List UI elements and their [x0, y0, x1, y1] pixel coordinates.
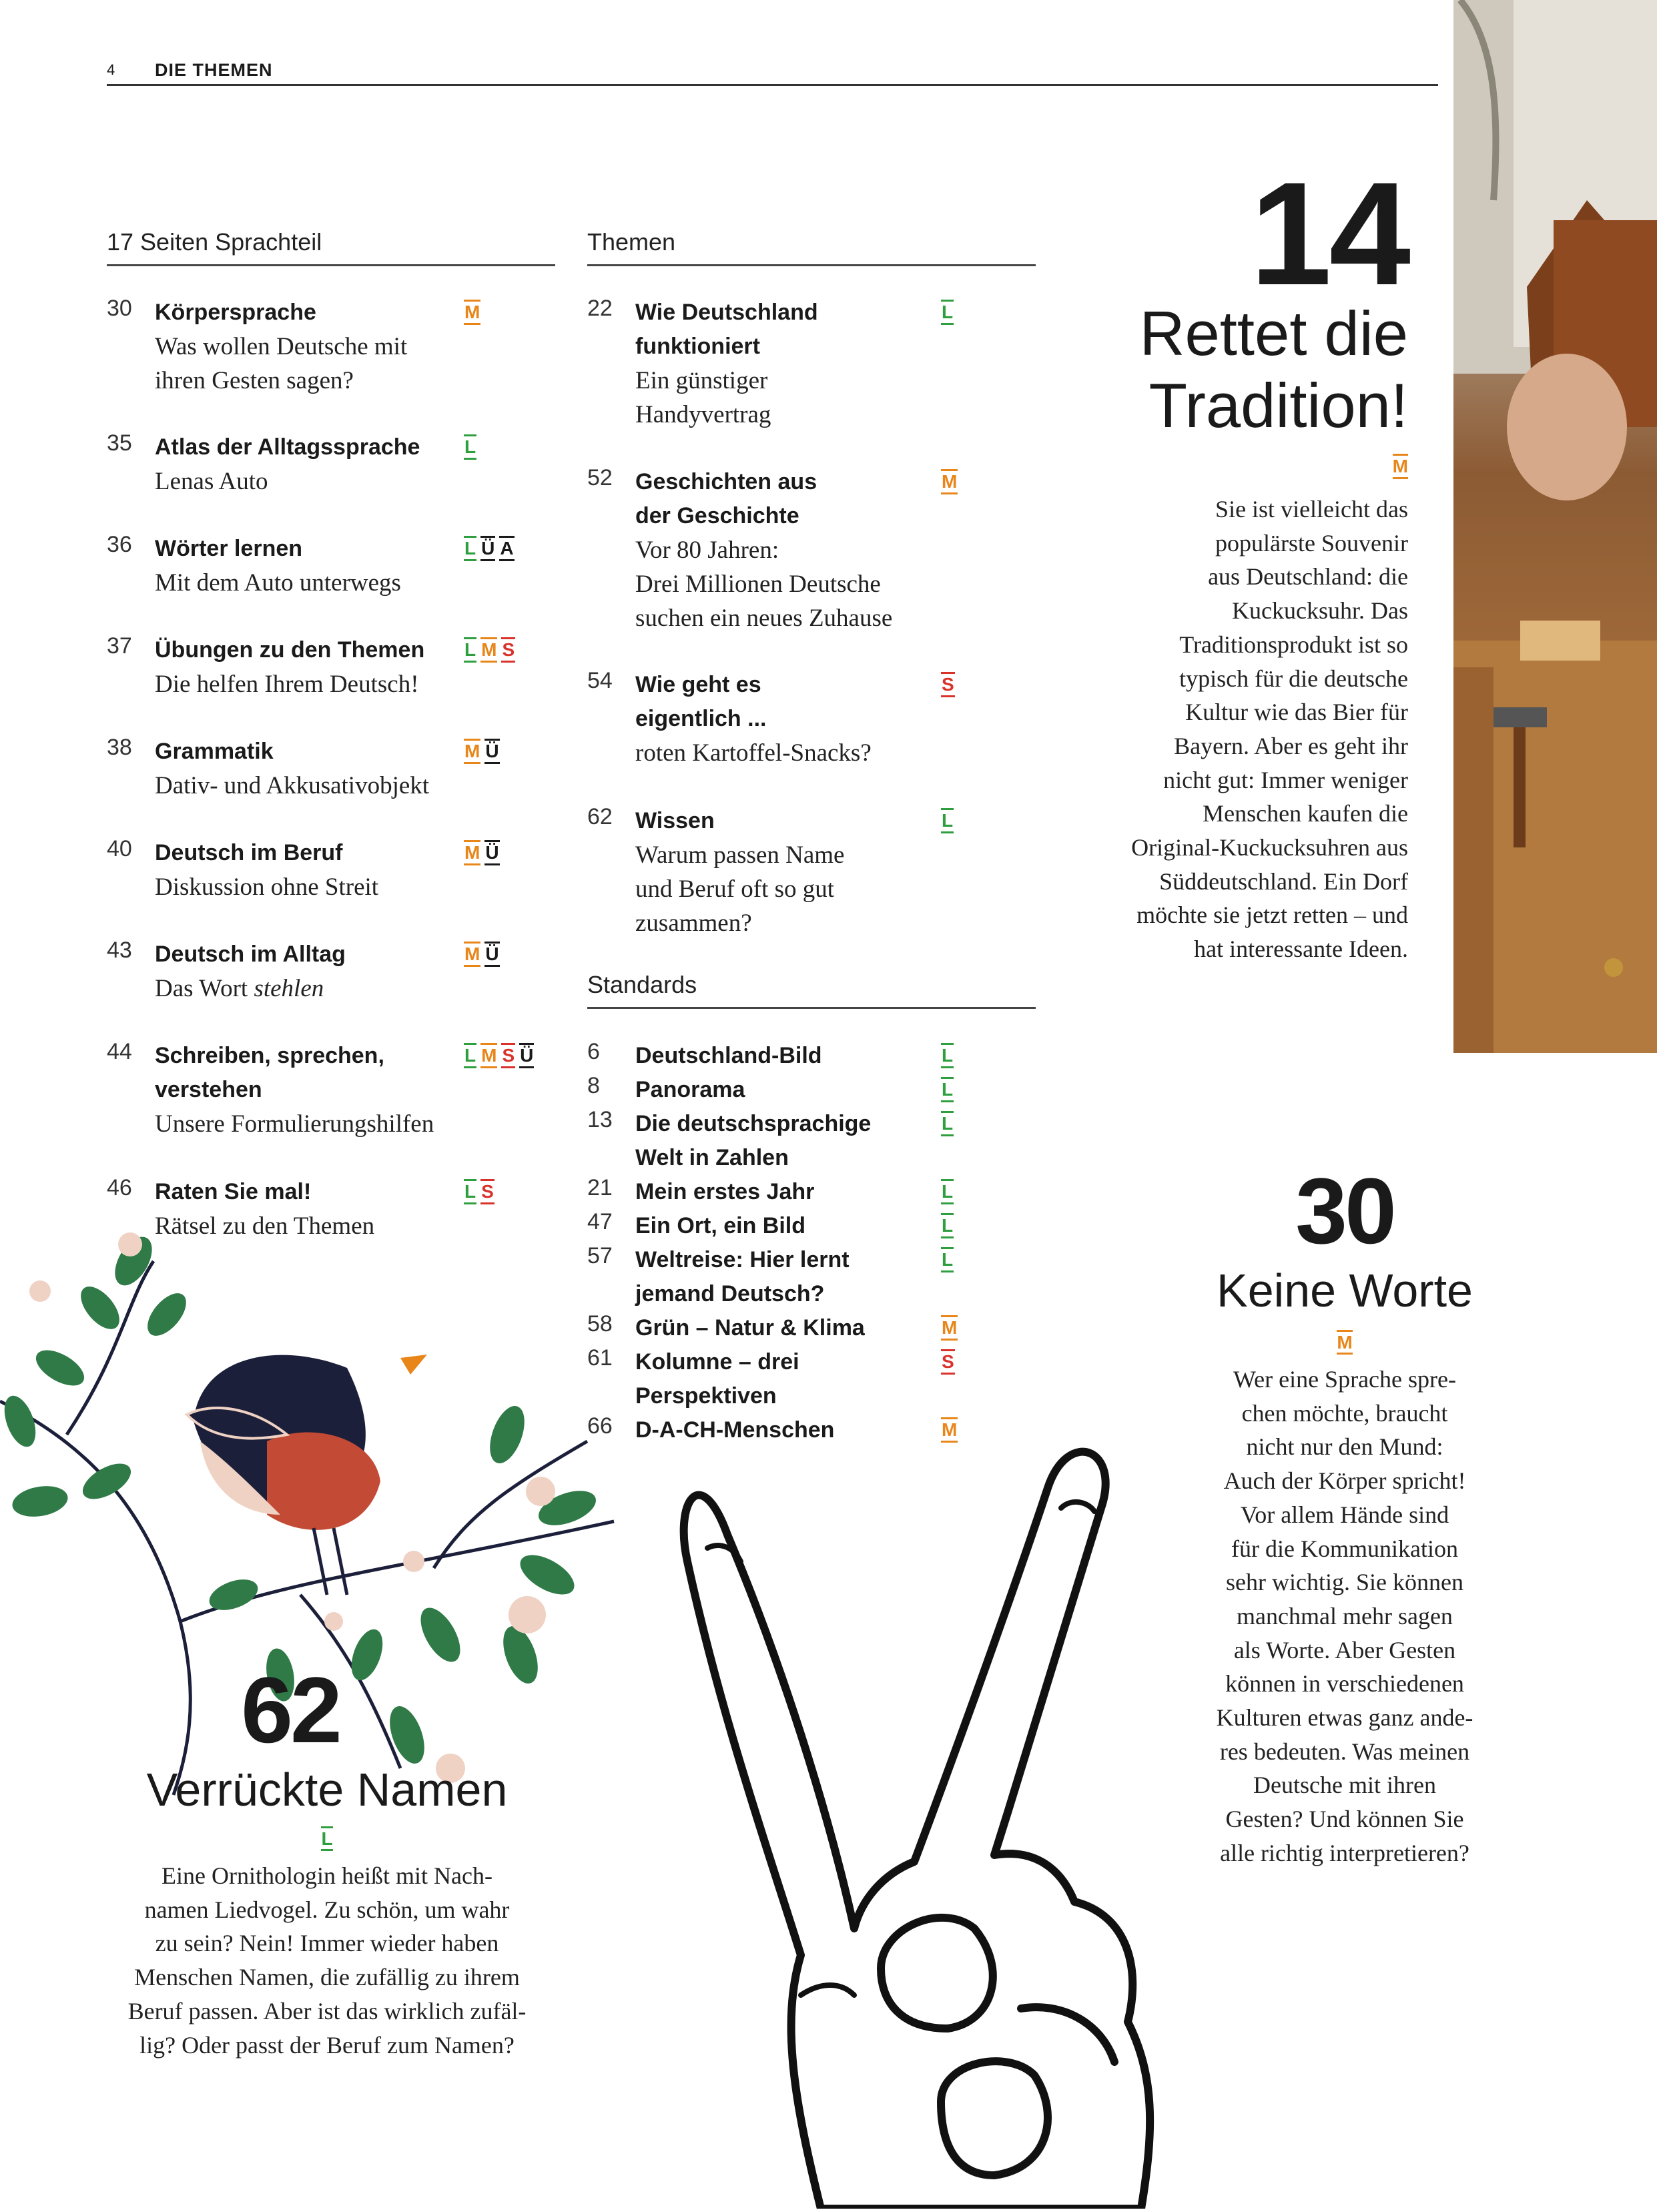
page-number: 4: [107, 61, 115, 78]
entry-subtitle-line2: ihren Gesten sagen?: [155, 367, 354, 394]
level-badge-u: Ü: [519, 1043, 534, 1068]
entry-subtitle: Warum passen Name: [635, 841, 845, 869]
level-badges: [941, 1213, 954, 1238]
level-badge-l: L: [941, 1179, 954, 1204]
level-badge-m: M: [464, 840, 480, 865]
entry-title: Geschichten aus: [635, 469, 817, 494]
level-badge-m: M: [464, 739, 480, 764]
feature-page-number: 14: [1250, 151, 1408, 316]
level-badges: [1161, 1332, 1528, 1353]
entry-page-number: 61: [587, 1345, 613, 1371]
level-badge-s: S: [941, 1349, 955, 1375]
toc-entry-52[interactable]: [587, 465, 1041, 639]
entry-subtitle: Rätsel zu den Themen: [155, 1212, 375, 1240]
page-header: [107, 57, 1438, 86]
level-badge-s: S: [480, 1179, 494, 1204]
body-line: möchte sie jetzt retten – und: [1136, 901, 1408, 929]
level-badges: [464, 536, 515, 561]
level-badges: [1068, 454, 1408, 479]
body-line: Sie ist vielleicht das: [1215, 496, 1408, 522]
level-badge-l: L: [941, 1213, 954, 1238]
entry-subtitle: Lenas Auto: [155, 468, 268, 495]
level-badge-l: L: [941, 1043, 954, 1068]
level-badge-l: L: [321, 1826, 332, 1851]
feature-62[interactable]: [80, 1657, 574, 2062]
feature-page-number: 30: [1295, 1158, 1394, 1263]
entry-subtitle-text: Das Wort: [155, 975, 254, 1002]
entry-page-number: 22: [587, 296, 613, 321]
toc-entry-36[interactable]: [107, 532, 561, 605]
standards-entry-61[interactable]: [587, 1345, 988, 1413]
level-badge-l: L: [941, 300, 954, 325]
entry-subtitle: Ein günstiger: [635, 367, 768, 394]
entry-subtitle-line2: Handyvertrag: [635, 401, 771, 428]
standards-entry-6[interactable]: [587, 1039, 988, 1073]
entry-subtitle-emphasis: stehlen: [254, 975, 324, 1002]
entry-page-number: 37: [107, 633, 132, 659]
level-badge-u: Ü: [484, 739, 499, 764]
toc-entry-30[interactable]: [107, 296, 561, 402]
entry-subtitle: roten Kartoffel-Snacks?: [635, 739, 872, 767]
feature-30[interactable]: [1161, 1158, 1528, 1870]
entry-subtitle: Unsere Formulierungshilfen: [155, 1110, 434, 1138]
column-heading-standards: Standards: [587, 971, 1036, 1009]
level-badge-l: L: [941, 808, 954, 833]
level-badge-l: L: [941, 1077, 954, 1102]
toc-entry-62[interactable]: [587, 804, 1041, 944]
body-line: Vor allem Hände sind: [1240, 1501, 1449, 1528]
level-badge-s: S: [501, 1043, 515, 1068]
entry-title: Übungen zu den Themen: [155, 637, 425, 663]
body-line: Kultur wie das Bier für: [1185, 699, 1408, 726]
level-badge-u: Ü: [480, 536, 495, 561]
level-badges: [941, 1179, 954, 1204]
column-heading-themen: Themen: [587, 228, 1036, 266]
entry-title-line2: funktioniert: [635, 334, 760, 359]
level-badge-m: M: [480, 637, 497, 663]
body-line: aus Deutschland: die: [1208, 563, 1408, 591]
body-line: Menschen Namen, die zufällig zu ihrem: [134, 1964, 520, 1991]
level-badges: [80, 1828, 574, 1850]
entry-page-number: 8: [587, 1073, 600, 1098]
level-badge-l: L: [941, 1111, 954, 1136]
level-badges: [941, 1349, 955, 1375]
level-badge-m: M: [1393, 454, 1408, 479]
level-badges: [464, 637, 515, 663]
level-badges: [941, 1247, 954, 1272]
body-line: res bedeuten. Was meinen: [1219, 1738, 1470, 1765]
toc-entry-38[interactable]: [107, 735, 561, 808]
body-line: Süddeutschland. Ein Dorf: [1159, 867, 1408, 895]
body-line: Auch der Körper spricht!: [1223, 1467, 1466, 1495]
body-line: manchmal mehr sagen: [1237, 1602, 1453, 1629]
standards-entry-21[interactable]: [587, 1175, 988, 1209]
entry-title: Wie geht es: [635, 672, 761, 697]
entry-page-number: 40: [107, 836, 132, 861]
entry-title: Wie Deutschland: [635, 300, 818, 325]
body-line: Traditionsprodukt ist so: [1179, 631, 1408, 658]
cuckoo-clock-photo: [1453, 0, 1657, 1053]
entry-subtitle: Mit dem Auto unterwegs: [155, 569, 401, 597]
toc-entry-35[interactable]: [107, 430, 561, 504]
body-line: Menschen kaufen die: [1203, 800, 1408, 827]
body-line: Kulturen etwas ganz ande-: [1216, 1704, 1473, 1732]
entry-title-line2: Perspektiven: [635, 1383, 777, 1409]
level-badges: [464, 840, 500, 865]
level-badges: [941, 469, 958, 494]
body-line: Gesten? Und können Sie: [1225, 1806, 1464, 1833]
level-badges: [941, 1111, 954, 1136]
level-badges: [941, 300, 954, 325]
entry-page-number: 52: [587, 465, 613, 490]
entry-title: Weltreise: Hier lernt: [635, 1247, 850, 1272]
entry-title: Kolumne – drei: [635, 1349, 799, 1375]
level-badge-l: L: [464, 1043, 476, 1068]
body-line: chen möchte, braucht: [1241, 1399, 1448, 1427]
feature-title: Keine Worte: [1217, 1264, 1473, 1317]
entry-subtitle: Diskussion ohne Streit: [155, 873, 379, 901]
entry-page-number: 58: [587, 1311, 613, 1337]
feature-14[interactable]: [1068, 151, 1408, 966]
level-badge-m: M: [480, 1043, 497, 1068]
level-badge-l: L: [464, 1179, 476, 1204]
standards-entry-8[interactable]: [587, 1073, 988, 1107]
entry-subtitle: Vor 80 Jahren:: [635, 536, 779, 564]
feature-title: Verrückte Namen: [146, 1764, 508, 1816]
entry-title: Ein Ort, ein Bild: [635, 1213, 806, 1238]
level-badges: [464, 300, 480, 325]
level-badge-s: S: [941, 672, 955, 697]
level-badges: [941, 1077, 954, 1102]
entry-subtitle: Die helfen Ihrem Deutsch!: [155, 671, 419, 698]
body-line: lig? Oder passt der Beruf zum Namen?: [139, 2031, 515, 2059]
body-line: Beruf passen. Aber ist das wirklich zufäl-: [127, 1997, 527, 2024]
level-badge-l: L: [464, 637, 476, 663]
body-line: zu sein? Nein! Immer wieder haben: [155, 1930, 499, 1957]
entry-subtitle-line2: Drei Millionen Deutsche: [635, 571, 881, 598]
feature-body: [1068, 492, 1408, 966]
entry-title: Deutschland-Bild: [635, 1043, 822, 1068]
entry-page-number: 13: [587, 1107, 613, 1132]
entry-title: Wörter lernen: [155, 536, 303, 561]
entry-title-line2: der Geschichte: [635, 503, 799, 528]
level-badges: [464, 434, 476, 460]
level-badges: [941, 1043, 954, 1068]
level-badge-a: A: [499, 536, 514, 561]
standards-entry-57[interactable]: [587, 1243, 988, 1311]
body-line: nicht nur den Mund:: [1246, 1433, 1443, 1461]
entry-title: Panorama: [635, 1077, 745, 1102]
level-badge-m: M: [464, 942, 480, 967]
entry-title: Grün – Natur & Klima: [635, 1315, 865, 1341]
entry-title: D-A-CH-Menschen: [635, 1417, 835, 1443]
body-line: hat interessante Ideen.: [1194, 936, 1408, 963]
entry-page-number: 35: [107, 430, 132, 456]
body-line: als Worte. Aber Gesten: [1233, 1636, 1456, 1664]
body-line: Kuckucksuhr. Das: [1232, 597, 1408, 625]
level-badges: [464, 1043, 534, 1068]
level-badge-u: Ü: [484, 840, 499, 865]
entry-title: Körpersprache: [155, 300, 316, 325]
body-line: populärste Souvenir: [1215, 529, 1408, 557]
entry-subtitle-line2: und Beruf oft so gut: [635, 875, 835, 903]
entry-title: Grammatik: [155, 739, 274, 764]
entry-title-line2: verstehen: [155, 1077, 262, 1102]
body-line: namen Liedvogel. Zu schön, um wahr: [144, 1896, 510, 1923]
toc-entry-37[interactable]: [107, 633, 561, 707]
level-badges: [464, 942, 500, 967]
feature-title-line2: Tradition!: [1148, 370, 1408, 440]
feature-body: [80, 1859, 574, 2062]
standards-entry-13[interactable]: [587, 1107, 988, 1175]
body-line: sehr wichtig. Sie können: [1226, 1569, 1463, 1596]
column-heading-sprachteil: 17 Seiten Sprachteil: [107, 228, 555, 266]
body-line: alle richtig interpretieren?: [1220, 1839, 1469, 1866]
level-badges: [464, 739, 500, 764]
toc-entry-22[interactable]: [587, 296, 1041, 436]
level-badge-m: M: [1337, 1330, 1352, 1355]
entry-title: Die deutschsprachige: [635, 1111, 872, 1136]
feature-page-number: 62: [241, 1657, 340, 1762]
standards-entry-58[interactable]: [587, 1311, 988, 1345]
entry-title-line2: eigentlich ...: [635, 706, 767, 731]
entry-page-number: 44: [107, 1039, 132, 1064]
body-line: Wer eine Sprache spre-: [1233, 1366, 1456, 1393]
entry-page-number: 47: [587, 1209, 613, 1234]
body-line: können in verschiedenen: [1225, 1670, 1464, 1698]
standards-entry-47[interactable]: [587, 1209, 988, 1243]
entry-page-number: 66: [587, 1413, 613, 1439]
entry-page-number: 6: [587, 1039, 600, 1064]
level-badge-s: S: [501, 637, 515, 663]
toc-entry-43[interactable]: [107, 938, 561, 1011]
body-line: Eine Ornithologin heißt mit Nach-: [161, 1862, 492, 1889]
level-badge-m: M: [941, 1417, 958, 1443]
entry-page-number: 62: [587, 804, 613, 829]
entry-page-number: 43: [107, 938, 132, 963]
feature-title: Rettet die: [1139, 298, 1408, 368]
entry-page-number: 30: [107, 296, 132, 321]
peace-hand-illustration: [661, 1435, 1168, 2209]
level-badge-m: M: [941, 469, 958, 494]
toc-entry-44[interactable]: [107, 1039, 561, 1146]
entry-page-number: 21: [587, 1175, 613, 1200]
level-badge-l: L: [464, 536, 476, 561]
toc-entry-54[interactable]: [587, 668, 1041, 775]
level-badge-m: M: [941, 1315, 958, 1341]
toc-entry-40[interactable]: [107, 836, 561, 909]
entry-title: Wissen: [635, 808, 715, 833]
feature-body: [1161, 1363, 1528, 1870]
entry-title: Mein erstes Jahr: [635, 1179, 815, 1204]
entry-page-number: 36: [107, 532, 132, 557]
body-line: für die Kommunikation: [1231, 1535, 1458, 1562]
level-badges: [941, 672, 955, 697]
section-title: DIE THEMEN: [155, 60, 273, 80]
entry-title: Deutsch im Alltag: [155, 942, 346, 967]
body-line: typisch für die deutsche: [1179, 665, 1408, 692]
entry-page-number: 38: [107, 735, 132, 760]
level-badge-l: L: [941, 1247, 954, 1272]
level-badge-l: L: [464, 434, 476, 460]
entry-title: Deutsch im Beruf: [155, 840, 343, 865]
level-badge-u: Ü: [484, 942, 499, 967]
level-badges: [941, 808, 954, 833]
entry-page-number: 57: [587, 1243, 613, 1268]
entry-title-line2: Welt in Zahlen: [635, 1145, 789, 1170]
body-line: Bayern. Aber es geht ihr: [1174, 732, 1408, 759]
entry-subtitle: [155, 972, 324, 1006]
entry-title: Raten Sie mal!: [155, 1179, 312, 1204]
entry-page-number: 46: [107, 1175, 132, 1200]
body-line: Original-Kuckucksuhren aus: [1131, 834, 1408, 861]
entry-subtitle-line3: zusammen?: [635, 909, 752, 937]
body-line: Deutsche mit ihren: [1253, 1772, 1436, 1799]
body-line: nicht gut: Immer weniger: [1163, 766, 1408, 793]
entry-title-line2: jemand Deutsch?: [635, 1281, 825, 1307]
entry-subtitle: Was wollen Deutsche mit: [155, 333, 408, 360]
entry-title: Atlas der Alltagssprache: [155, 434, 420, 460]
entry-subtitle: Dativ- und Akkusativobjekt: [155, 772, 430, 799]
entry-subtitle-line3: suchen ein neues Zuhause: [635, 605, 893, 632]
entry-page-number: 54: [587, 668, 613, 693]
level-badges: [941, 1315, 958, 1341]
entry-title: Schreiben, sprechen,: [155, 1043, 384, 1068]
level-badges: [464, 1179, 494, 1204]
level-badge-m: M: [464, 300, 480, 325]
